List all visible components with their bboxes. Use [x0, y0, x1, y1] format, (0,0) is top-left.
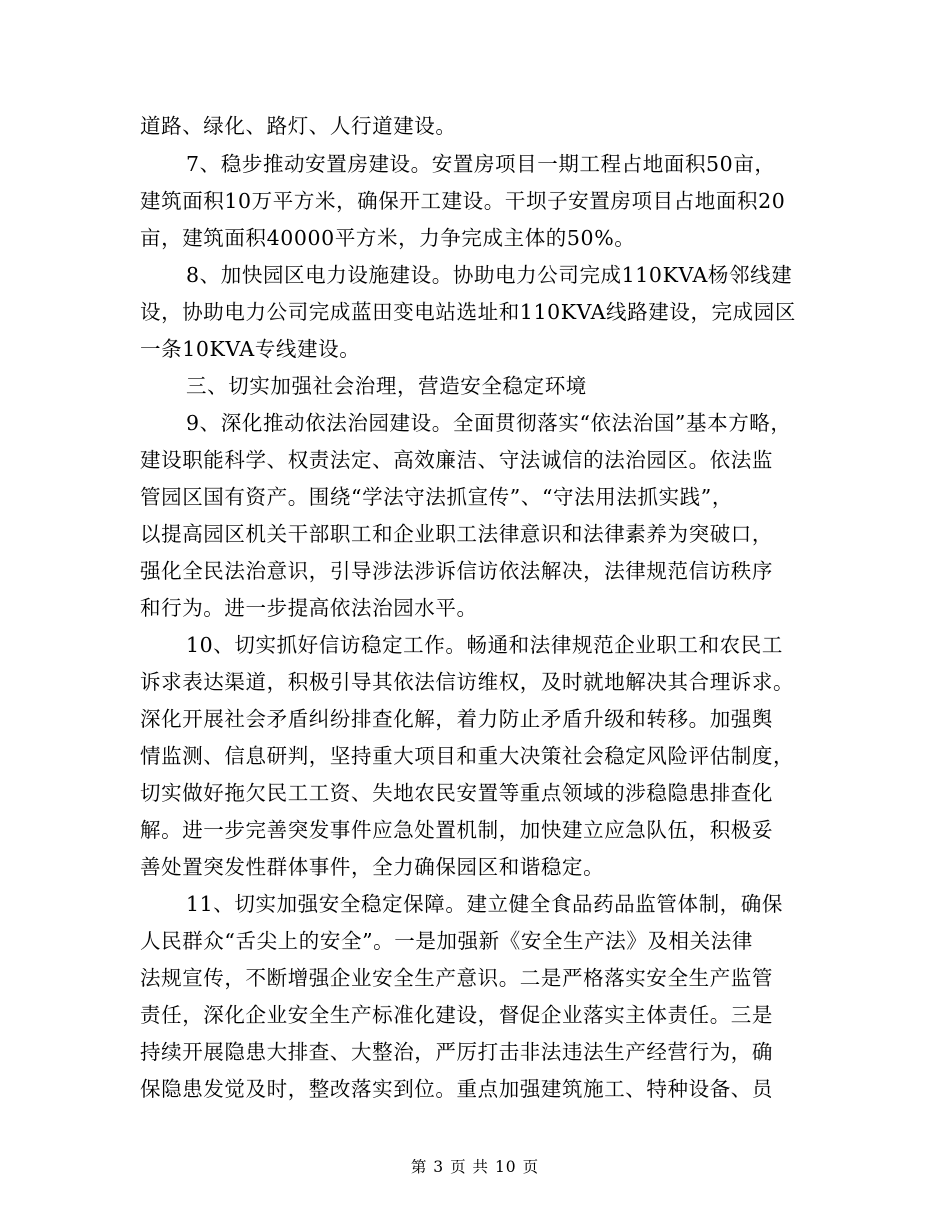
- text-line: 解。进一步完善突发事件应急处置机制，加快建立应急队伍，积极妥: [140, 818, 773, 842]
- text-line: 道路、绿化、路灯、人行道建设。: [140, 114, 457, 138]
- text-line: 责任，深化企业安全生产标准化建设，督促企业落实主体责任。三是: [140, 1003, 773, 1027]
- text-line: 建设职能科学、权责法定、高效廉洁、守法诚信的法治园区。依法监: [140, 448, 773, 472]
- text-line: 管园区国有资产。围绕“学法守法抓宣传”、“守法用法抓实践”，: [140, 485, 733, 509]
- text-line: 亩，建筑面积40000平方米，力争完成主体的50%。: [140, 226, 636, 250]
- text-line: 强化全民法治意识，引导涉法涉诉信访依法解决，法律规范信访秩序: [140, 559, 773, 583]
- text-line: 切实做好拖欠民工工资、失地农民安置等重点领域的涉稳隐患排查化: [140, 781, 773, 805]
- text-line: 情监测、信息研判，坚持重大项目和重大决策社会稳定风险评估制度，: [140, 744, 795, 768]
- text-line: 设，协助电力公司完成蓝田变电站选址和110KVA线路建设，完成园区: [140, 300, 796, 324]
- text-line: 9、深化推动依法治园建设。全面贯彻落实“依法治国”基本方略，: [186, 411, 792, 435]
- text-line: 7、稳步推动安置房建设。安置房项目一期工程占地面积50亩，: [186, 152, 776, 176]
- text-line: 法规宣传，不断增强企业安全生产意识。二是严格落实安全生产监管: [140, 966, 773, 990]
- text-line: 保隐患发觉及时，整改落实到位。重点加强建筑施工、特种设备、员: [140, 1077, 773, 1101]
- text-line: 建筑面积10万平方米，确保开工建设。干坝子安置房项目占地面积20: [140, 189, 786, 213]
- section-heading: 三、切实加强社会治理，营造安全稳定环境: [186, 374, 587, 398]
- text-line: 一条10KVA专线建设。: [140, 337, 361, 361]
- text-line: 10、切实抓好信访稳定工作。畅通和法律规范企业职工和农民工: [186, 633, 783, 657]
- text-line: 诉求表达渠道，积极引导其依法信访维权，及时就地解决其合理诉求。: [140, 670, 795, 694]
- text-line: 以提高园区机关干部职工和企业职工法律意识和法律素养为突破口，: [140, 522, 773, 546]
- text-line: 8、加快园区电力设施建设。协助电力公司完成110KVA杨邻线建: [186, 263, 793, 287]
- text-line: 人民群众“舌尖上的安全”。一是加强新《安全生产法》及相关法律: [140, 929, 753, 953]
- text-line: 和行为。进一步提高依法治园水平。: [140, 596, 478, 620]
- text-line: 善处置突发性群体事件，全力确保园区和谐稳定。: [140, 855, 605, 879]
- page-number-footer: 第 3 页 共 10 页: [410, 1158, 540, 1176]
- text-line: 持续开展隐患大排查、大整治，严厉打击非法违法生产经营行为，确: [140, 1040, 773, 1064]
- text-line: 11、切实加强安全稳定保障。建立健全食品药品监管体制，确保: [186, 892, 783, 916]
- text-line: 深化开展社会矛盾纠纷排查化解，着力防止矛盾升级和转移。加强舆: [140, 707, 773, 731]
